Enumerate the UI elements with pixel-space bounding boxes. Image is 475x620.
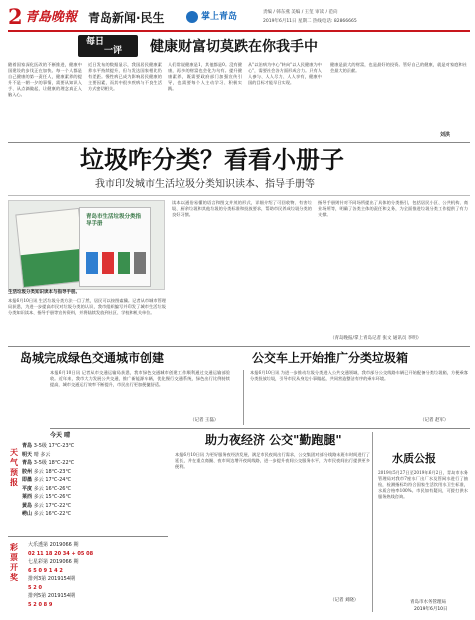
page-number: 2 [8, 4, 23, 29]
story-1-title: 岛城完成绿色交通城市创建 [20, 351, 165, 365]
story-4-title: 水质公报 [392, 452, 436, 465]
weather-vertical-title: 天气预报 [10, 448, 18, 487]
story-2-body: 本报6月10日讯 为进一步推动垃圾分类进入公共交通领域，我市部分公交线路车辆已开始配备分类垃圾箱，方便乘客分类投放垃圾，引导市民从身边小事做起，共同营造整洁有序的乘车环境。 [250, 370, 468, 382]
main-headline: 垃圾咋分类？看看小册子 [80, 145, 344, 174]
main-body-3: 指导手册则针对不同场所提出了具体的分类指引，包括居民小区、公共机构、商业场所等，明确了各类主体的责任和义务，为全面推进垃圾分类工作提供了有力支撑。 [318, 200, 468, 218]
weather-row [22, 493, 172, 502]
editor-info: 责编 / 韩东燕 美编 / 王玺 审读 / 范向 [263, 10, 338, 15]
weather-city: 莱西 [22, 494, 34, 500]
app-logo-icon [186, 11, 198, 23]
photo-caption: 生活垃圾分类知识读本与指导手册。 [8, 290, 80, 295]
badge-line-1: 每日 [86, 37, 105, 47]
lottery-line: 5 2 0 [28, 584, 42, 591]
weather-row [22, 476, 172, 485]
column-text-3: 人们常说健康是1，其他都是0。没有健康，再多的财富也会化为乌有。提升健康素养，既需要政府部门加强宣传引导，也需要每个人主动学习、积极实践。 [168, 62, 242, 92]
weather-today: 今天 晴 [50, 432, 71, 439]
weather-temp: 多云 16℃-22℃ [33, 511, 72, 517]
story-2-title: 公交车上开始推广分类垃圾箱 [252, 351, 409, 365]
column-headline: 健康财富切莫跌在你我手中 [150, 39, 318, 55]
weather-list [22, 442, 172, 519]
column-text-2: 近日发布的数据显示，我国居民健康素养水平持续提升，但与发达国家相比仍有差距。慢性病已成为影响居民健康的主要因素，而其中很多疾病与不良生活方式密切相关。 [88, 62, 162, 92]
lottery-line: 排列3第 2019154期 [28, 576, 76, 582]
recycle-bins-icon [86, 252, 98, 274]
booklet-photo [8, 200, 165, 290]
lottery-line: 大乐透第 2019066 期 [28, 542, 79, 548]
weather-city: 青岛 [22, 443, 34, 449]
story-1-body: 本报6月10日讯 记者从市交通运输局获悉，我市绿色交通城市创建工作顺利通过交通运输部验收。近年来，我市大力发展公共交通，推广新能源车辆，优化慢行交通系统，绿色出行比例持续提高，城市交通运行效率不断提升，市民出行更加便捷舒适。 [50, 370, 230, 388]
main-body-1: 本报6月10日讯 生活垃圾分类方法一目了然，居民可以按图索骥。记者从市城市管理局获悉，为进一步提高市民对垃圾分类的认识，我市组织编写并印发了城市生活垃圾分类知识读本、指导手册等宣传资料，并将陆续发放到社区、学校和机关单位。 [8, 298, 166, 316]
weather-temp: 多云 17℃-22℃ [33, 502, 72, 509]
section-title: 青岛新闻·民生 [88, 11, 165, 25]
weather-row [22, 459, 172, 468]
recycle-bins-icon-3 [118, 252, 130, 274]
recycle-bins-icon-2 [102, 252, 114, 274]
water-divider [372, 432, 373, 612]
column-text-4: 从"以治病为中心"转向"以人民健康为中心"，需要社会各方面形成合力。只有人人参与、人人尽力、人人享有，健康中国的目标才能早日实现。 [248, 62, 322, 86]
column-bottom-rule [8, 142, 470, 143]
weather-city: 胶州 [22, 468, 34, 475]
masthead [8, 6, 470, 30]
weather-temp: 多云 18℃-23℃ [33, 468, 72, 475]
weather-row [22, 485, 172, 494]
lottery-results [28, 541, 168, 609]
story-4-body: 2019年5月27日至2019年6月2日，青岛市水务管理局对我市7座水厂出厂水及管网水进行了抽检，检测指标均符合国家生活饮用水卫生标准，水质合格率100%。市民如有疑问，可拨打供水服务热线咨询。 [378, 470, 468, 500]
booklet-cover-band [21, 249, 86, 287]
weather-temp: 多云 16℃-26℃ [33, 485, 72, 492]
column-text-5: 健康是最大的财富，也是最好的投资。管好自己的健康，就是对家庭和社会最大的贡献。 [330, 62, 467, 74]
booklet-cover-left [15, 208, 86, 288]
app-name: 掌上青岛 [201, 12, 238, 22]
weather-city: 即墨 [22, 477, 34, 483]
main-reporter: （青岛晚报/掌上青岛记者 张文 通讯员 李明） [330, 336, 422, 341]
story-3-reporter: （记者 刘晓） [330, 598, 359, 603]
weather-temp: 多云 15℃-26℃ [33, 494, 72, 500]
daily-comment-badge [78, 35, 138, 57]
weather-temp: 多云 17℃-24℃ [33, 477, 72, 483]
story-divider [243, 370, 244, 425]
weather-row [22, 451, 172, 460]
weather-city: 青岛 [22, 460, 34, 466]
story-3-title: 助力夜经济 公交"勤跑腿" [205, 433, 342, 447]
lottery-box [8, 536, 168, 615]
story-3-body: 本报6月10日讯 为更好服务夜经济发展，满足市民夜间出行需求，公交集团对部分线路末班车时间进行了延长，并在重点商圈、夜市周边增开夜间线路，进一步提升夜间公交服务水平，为市民夜间出行提供更多便利。 [175, 452, 370, 470]
column-author: 刘洪 [440, 132, 451, 138]
weather-city: 黄岛 [22, 502, 34, 509]
lottery-line: 七星彩第 2019066 期 [28, 559, 79, 565]
main-bottom-rule [8, 346, 470, 347]
booklet-cover-title: 青岛市生活垃圾分类指导手册 [86, 214, 142, 227]
story-4-sign: 青岛市水务管理局 [410, 600, 446, 605]
main-subheadline: 我市印发城市生活垃圾分类知识读本、指导手册等 [95, 179, 315, 190]
weather-city: 平度 [22, 485, 34, 492]
weather-temp: 3-5级 18℃-22℃ [33, 460, 75, 466]
masthead-rule [8, 30, 470, 32]
story-1-reporter: （记者 王磊） [190, 418, 219, 423]
main-body-2: 读本以通俗易懂的语言和图文并茂的形式，详细介绍了可回收物、有害垃圾、厨余垃圾和其他垃圾的分类标准和投放要求，帮助市民养成垃圾分类的良好习惯。 [172, 200, 312, 218]
weather-temp: 晴 多云 [33, 451, 51, 458]
weather-city: 崂山 [22, 511, 34, 517]
column-text-1: 随着国家深化医改的不断推进，健康中国建设的步伐正在加快。每一个人都是自己健康的第一责任人，健康素养的提升不是一朝一夕的事情，需要从知识入手、从点滴做起，让健康的理念真正入脑入心。 [8, 62, 82, 98]
weather-row [22, 510, 172, 519]
weather-row [22, 442, 172, 451]
weather-city: 明天 [22, 451, 34, 458]
lottery-vertical-title: 彩票开奖 [10, 543, 18, 582]
weather-row [22, 468, 172, 477]
story-4-date: 2019年6月10日 [414, 607, 448, 612]
story-2-reporter: （记者 赵军） [420, 418, 449, 423]
weather-temp: 3-5级 17℃-23℃ [33, 443, 75, 449]
main-subhead-rule [8, 195, 470, 196]
newspaper-logo: 青島晚報 [25, 10, 78, 25]
lottery-line: 排列5第 2019154期 [28, 593, 76, 599]
stories-rule [50, 428, 470, 429]
recycle-bins-icon-4 [134, 252, 146, 274]
date-hotline: 2019年6月11日 星期二 热线电话: 82866665 [263, 19, 357, 24]
lottery-line: 02 11 18 20 34 + 05 08 [28, 550, 94, 557]
lottery-line: 6 5 0 9 1 4 2 [28, 567, 63, 574]
badge-line-2: 一评 [104, 46, 123, 56]
weather-row [22, 502, 172, 511]
lottery-line: 5 2 0 8 9 [28, 601, 53, 608]
booklet-cover-right [79, 207, 151, 287]
